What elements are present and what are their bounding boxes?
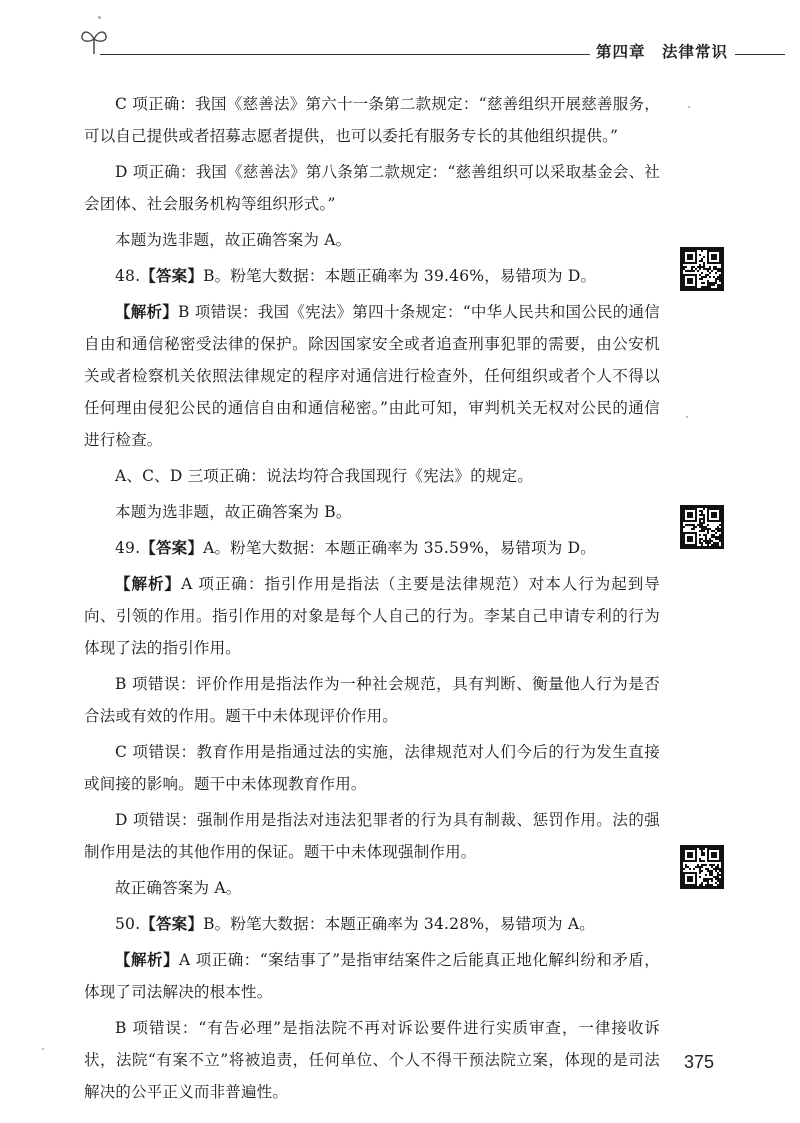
answer-49: 49.【答案】A。粉笔大数据：本题正确率为 35.59%，易错项为 D。 <box>115 539 596 557</box>
paragraph: C 项正确：我国《慈善法》第六十一条第二款规定：“慈善组织开展慈善服务，可以自己提供或者招募志愿者提供，也可以委托有服务专长的其他组织提供。” <box>84 95 660 145</box>
answer-48: 48.【答案】B。粉笔大数据：本题正确率为 39.46%，易错项为 D。 <box>115 267 597 285</box>
paragraph: B 项错误：评价作用是指法作为一种社会规范，具有判断、衡量他人行为是否合法或有效的作用。题干中未体现评价作用。 <box>84 675 660 725</box>
paragraph: A、C、D 三项正确：说法均符合我国现行《宪法》的规定。 <box>115 467 534 485</box>
analysis-tag: 【解析】 <box>115 303 179 321</box>
answer-tag: 【答案】 <box>140 267 204 285</box>
analysis-48: 【解析】B 项错误：我国《宪法》第四十条规定：“中华人民共和国公民的通信自由和通信秘密受法律的保护。除因国家安全或者追查刑事犯罪的需要，由公安机关或者检察机关依照法律规定的程序对通信进行检查外，任何组织或者个人不得以任何理由侵犯公民的通信自由和通信秘密。”由此可知，审判机关无权对公民的通信进行检查。 <box>84 303 660 449</box>
qr-code-icon[interactable] <box>680 505 724 549</box>
paragraph: 故正确答案为 A。 <box>115 879 242 897</box>
analysis-49: 【解析】A 项正确：指引作用是指法（主要是法律规范）对本人行为起到导向、引领的作用。指引作用的对象是每个人自己的行为。李某自己申请专利的行为体现了法的指引作用。 <box>84 575 660 657</box>
paragraph: D 项正确：我国《慈善法》第八条第二款规定：“慈善组织可以采取基金会、社会团体、社会服务机构等组织形式。” <box>84 163 660 213</box>
answer-50: 50.【答案】B。粉笔大数据：本题正确率为 34.28%，易错项为 A。 <box>115 915 595 933</box>
scan-speck <box>686 416 688 418</box>
scan-speck <box>98 16 101 19</box>
page-number: 375 <box>684 1052 715 1072</box>
chapter-title: 第四章 法律常识 <box>596 43 729 61</box>
paragraph: 本题为选非题，故正确答案为 A。 <box>115 231 352 249</box>
header-rule <box>100 54 590 55</box>
analysis-tag: 【解析】 <box>115 575 182 593</box>
paragraph: C 项错误：教育作用是指通过法的实施，法律规范对人们今后的行为发生直接或间接的影响。题干中未体现教育作用。 <box>84 743 660 793</box>
scan-speck <box>42 1048 44 1050</box>
header-rule-end <box>735 54 785 55</box>
paragraph: B 项错误：“有告必理”是指法院不再对诉讼要件进行实质审查，一律接收诉状，法院“有案不立”将被追责，任何单位、个人不得干预法院立案，体现的是司法解决的公平正义而非普遍性。 <box>84 1019 660 1101</box>
analysis-tag: 【解析】 <box>115 951 179 969</box>
main-content <box>84 88 660 1112</box>
qr-code-icon[interactable] <box>680 845 724 889</box>
analysis-50: 【解析】A 项正确：“案结事了”是指审结案件之后能真正地化解纠纷和矛盾，体现了司法解决的根本性。 <box>84 951 660 1001</box>
paragraph: 本题为选非题，故正确答案为 B。 <box>115 503 352 521</box>
qr-code-icon[interactable] <box>680 247 724 291</box>
scan-speck <box>688 106 690 108</box>
paragraph: D 项错误：强制作用是指法对违法犯罪者的行为具有制裁、惩罚作用。法的强制作用是法的其他作用的保证。题干中未体现强制作用。 <box>84 811 660 861</box>
answer-tag: 【答案】 <box>140 539 204 557</box>
answer-tag: 【答案】 <box>140 915 204 933</box>
page-header <box>0 0 800 70</box>
